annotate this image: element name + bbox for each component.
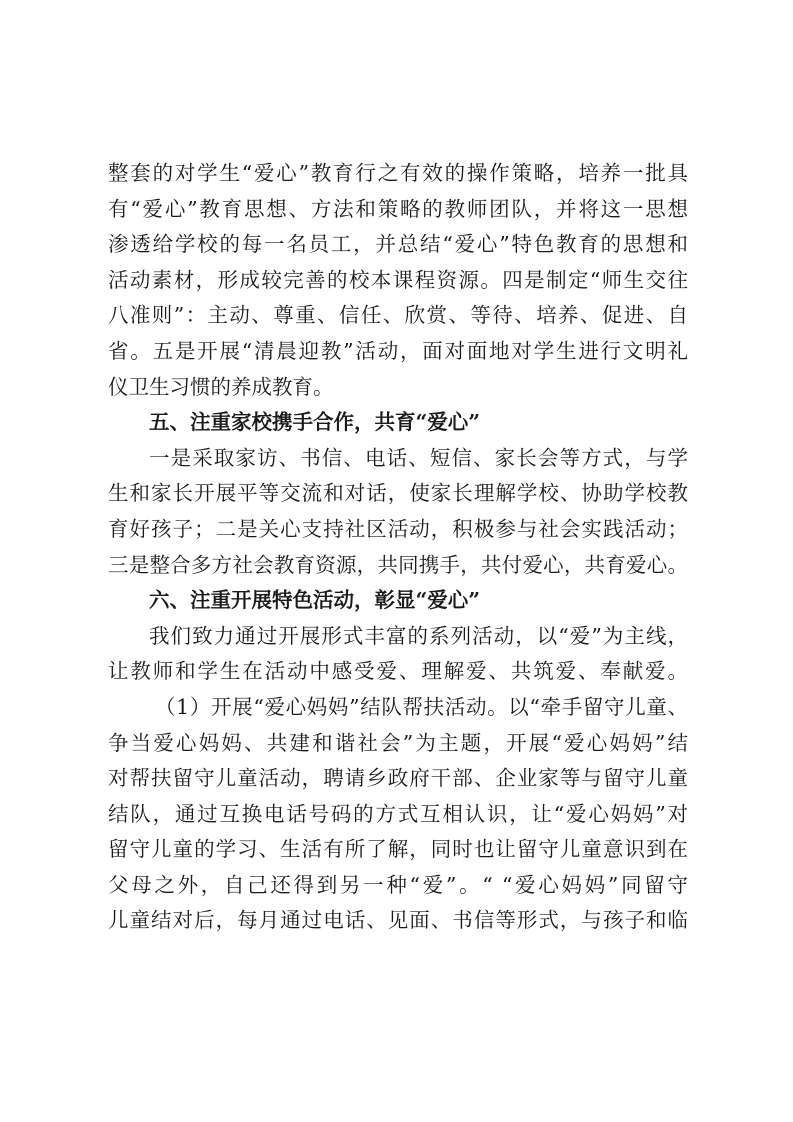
body-text-line: 生和家长开展平等交流和对话，使家长理解学校、协助学校教 — [108, 481, 688, 506]
body-text-line: 让教师和学生在活动中感受爱、理解爱、共筑爱、奉献爱。 — [108, 659, 688, 684]
body-text-line: 争当爱心妈妈、共建和谐社会”为主题，开展“爱心妈妈”结 — [108, 730, 688, 755]
body-text-line: 仪卫生习惯的养成教育。 — [108, 374, 334, 399]
body-text-line: 对帮扶留守儿童活动，聘请乡政府干部、企业家等与留守儿童 — [108, 766, 688, 791]
body-text-line: 育好孩子；二是关心支持社区活动，积极参与社会实践活动； — [108, 516, 688, 541]
section-heading-5: 五、注重家校携手合作，共育“爱心” — [149, 410, 481, 435]
body-text-line: 八准则”：主动、尊重、信任、欣赏、等待、培养、促进、自 — [108, 303, 688, 328]
body-text-line: 留守儿童的学习、生活有所了解，同时也让留守儿童意识到在 — [108, 837, 688, 862]
body-text-line: （1）开展“爱心妈妈”结队帮扶活动。以“牵手留守儿童、 — [155, 694, 688, 719]
body-text-line: 一是采取家访、书信、电话、短信、家长会等方式，与学 — [149, 445, 688, 470]
body-text-line: 我们致力通过开展形式丰富的系列活动，以“爱”为主线， — [149, 623, 688, 648]
body-text-line: 父母之外，自己还得到另一种“爱”。“ “爱心妈妈”同留守 — [108, 872, 688, 897]
body-text-line: 渗透给学校的每一名员工，并总结“爱心”特色教育的思想和 — [108, 232, 688, 257]
body-text-line: 结队，通过互换电话号码的方式互相认识，让“爱心妈妈”对 — [108, 801, 688, 826]
body-text-line: 整套的对学生“爱心”教育行之有效的操作策略，培养一批具 — [108, 161, 688, 185]
document-page — [108, 156, 688, 939]
section-heading-6: 六、注重开展特色活动，彰显“爱心” — [149, 588, 481, 613]
body-text-line: 有“爱心”教育思想、方法和策略的教师团队，并将这一思想 — [108, 196, 688, 221]
body-text-line: 省。五是开展“清晨迎教”活动，面对面地对学生进行文明礼 — [108, 338, 688, 363]
body-text-line: 儿童结对后，每月通过电话、见面、书信等形式，与孩子和临 — [108, 908, 688, 933]
body-text-line: 活动素材，形成较完善的校本课程资源。四是制定“师生交往 — [108, 267, 688, 292]
body-text-line: 三是整合多方社会教育资源，共同携手，共付爱心，共育爱心。 — [108, 552, 688, 577]
